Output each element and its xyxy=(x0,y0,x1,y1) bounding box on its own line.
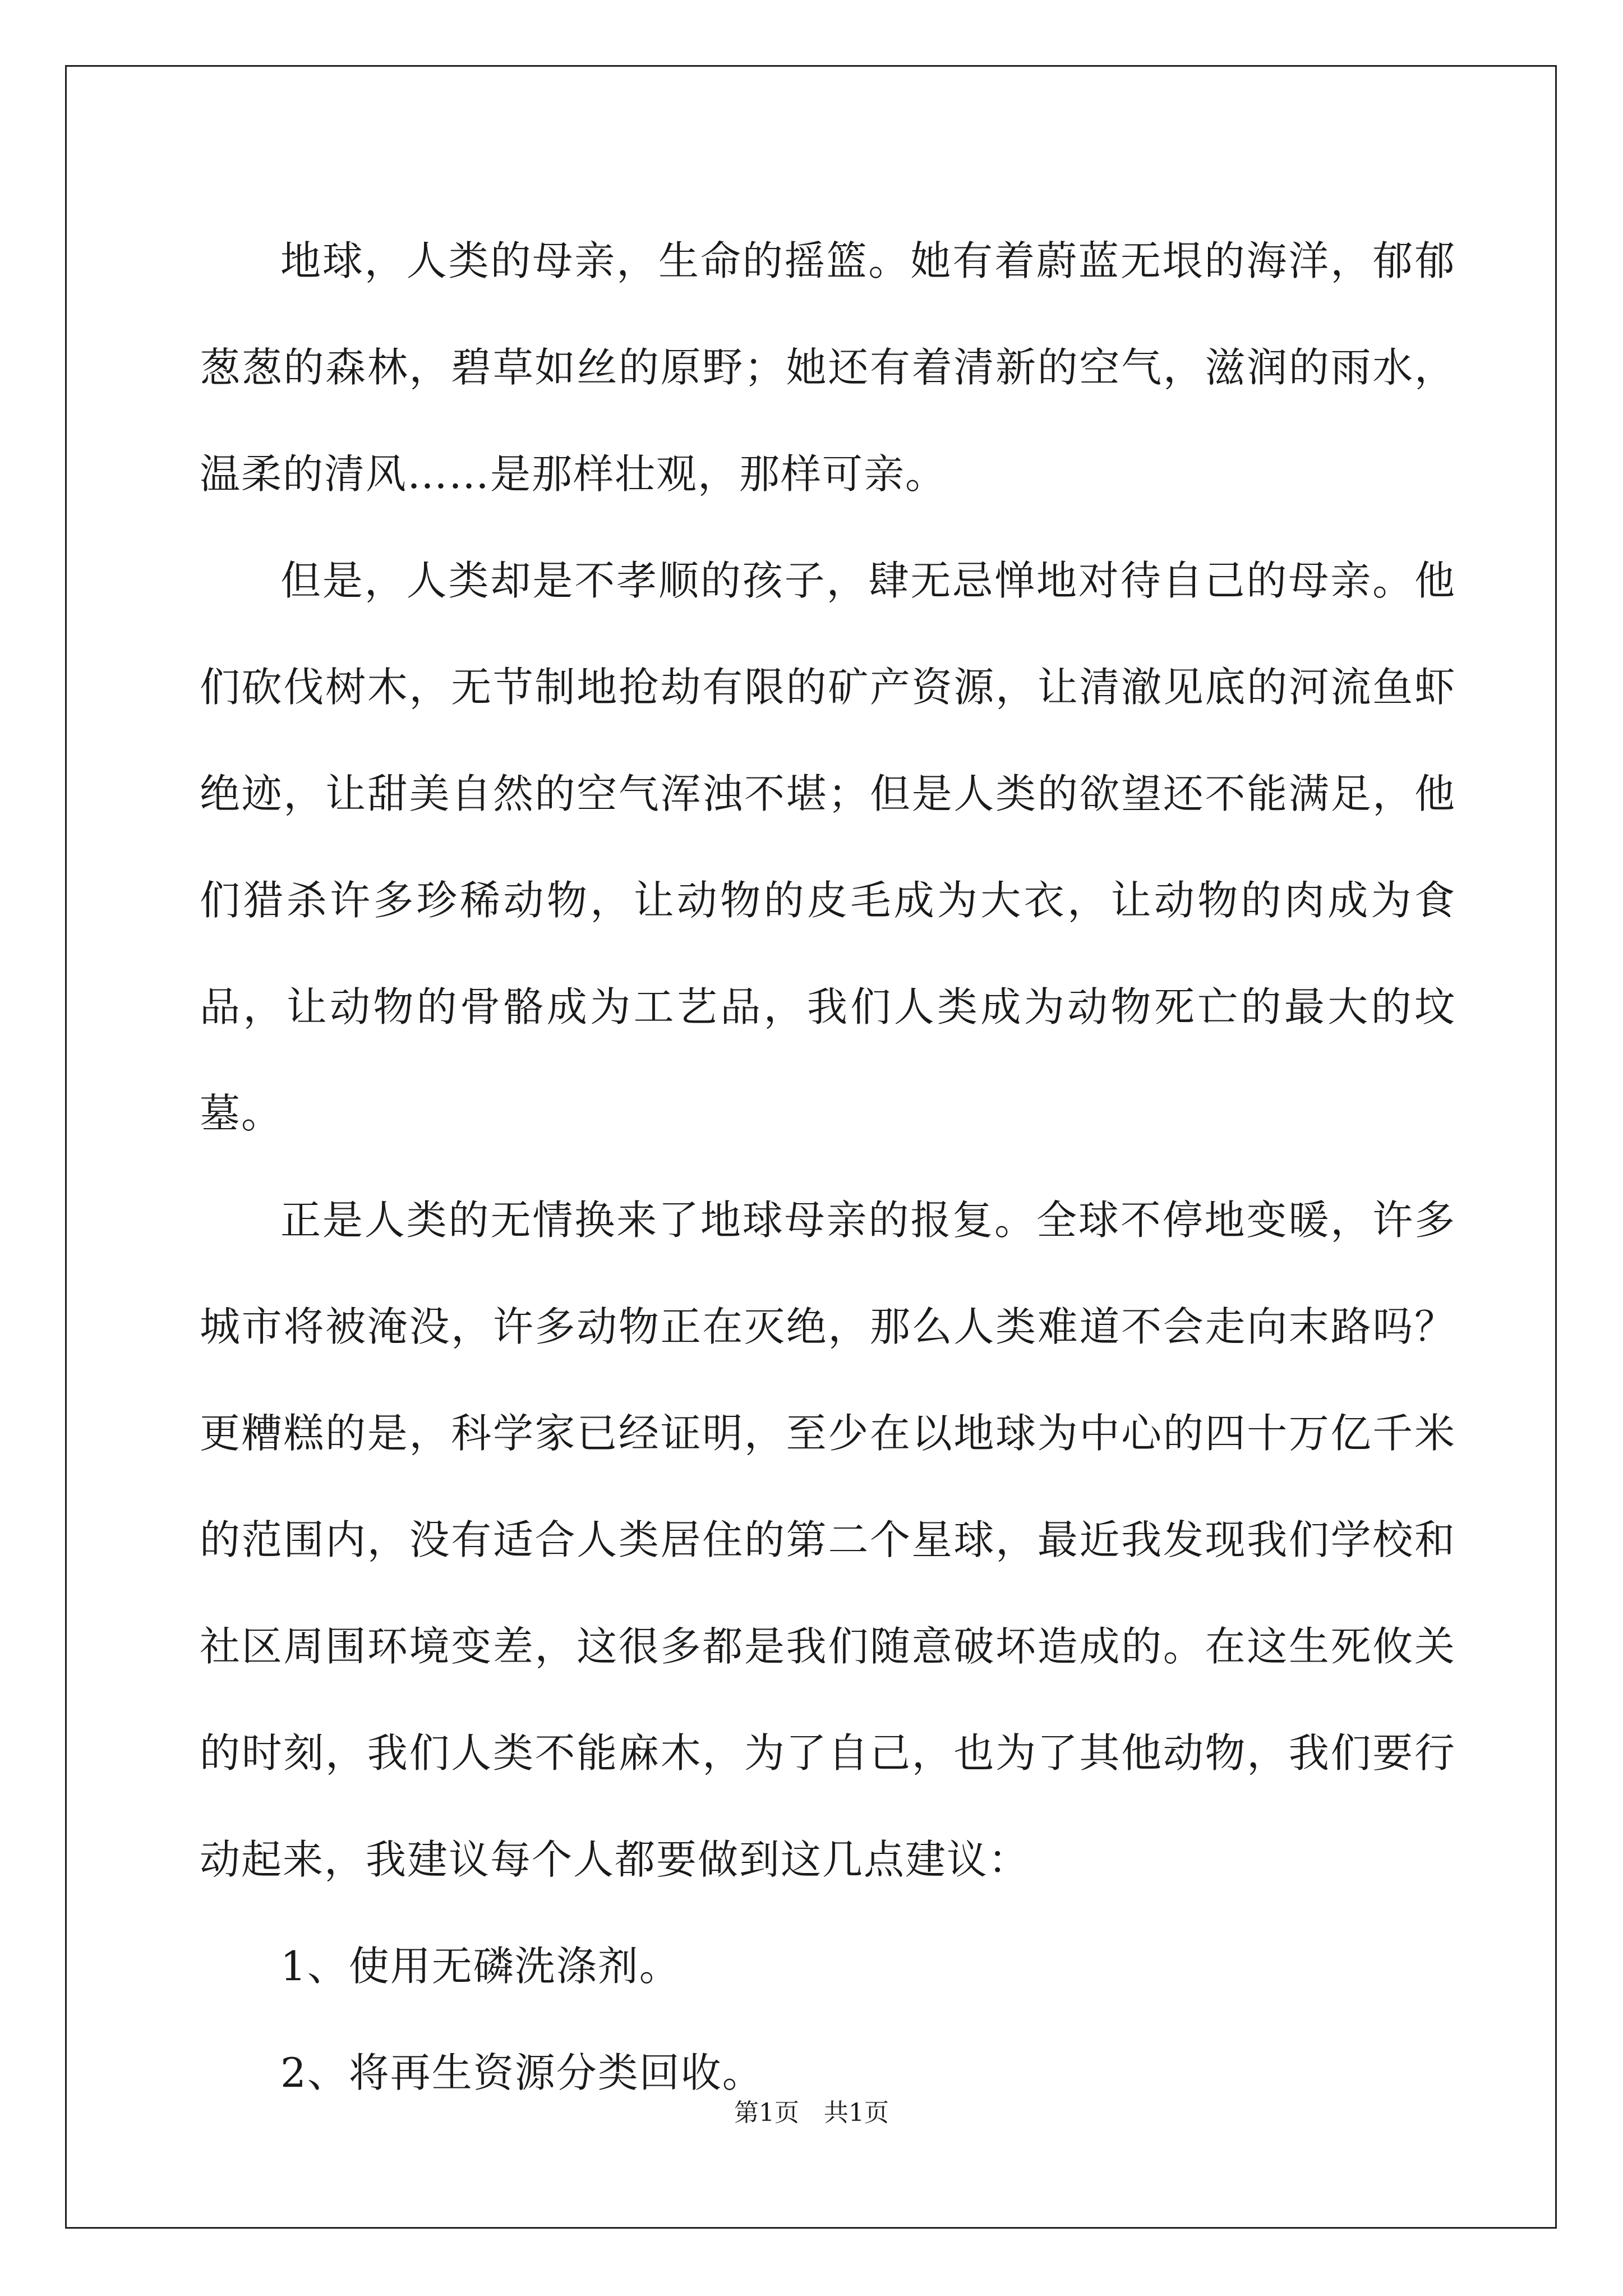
document-body xyxy=(200,208,1456,2126)
paragraph-human-damage: 但是，人类却是不孝顺的孩子，肆无忌惮地对待自己的母亲。他们砍伐树木，无节制地抢劫有限的矿产资源，让清澈见底的河流鱼虾绝迹，让甜美自然的空气浑浊不堪；但是人类的欲望还不能满足，他们猎杀许多珍稀动物，让动物的皮毛成为大衣，让动物的肉成为食品，让动物的骨骼成为工艺品，我们人类成为动物死亡的最大的坟墓。 xyxy=(200,557,1456,1137)
list-item-suggestion-1: 1、使用无磷洗涤剂。 xyxy=(280,1943,681,1990)
list-item-suggestion-2: 2、将再生资源分类回收。 xyxy=(280,2049,764,2096)
paragraph-earth-mother: 地球，人类的母亲，生命的摇篮。她有着蔚蓝无垠的海洋，郁郁葱葱的森林，碧草如丝的原野；她还有着清新的空气，滋润的雨水，温柔的清风……是那样壮观，那样可亲。 xyxy=(200,237,1456,498)
page-number-footer: 第1页 共1页 xyxy=(734,2099,889,2127)
paragraph-earth-revenge: 正是人类的无情换来了地球母亲的报复。全球不停地变暖，许多城市将被淹没，许多动物正在灭绝，那么人类难道不会走向末路吗？更糟糕的是，科学家已经证明，至少在以地球为中心的四十万亿千米的范围内，没有适合人类居住的第二个星球，最近我发现我们学校和社区周围环境变差，这很多都是我们随意破坏造成的。在这生死攸关的时刻，我们人类不能麻木，为了自己，也为了其他动物，我们要行动起来，我建议每个人都要做到这几点建议： xyxy=(200,1197,1456,1883)
